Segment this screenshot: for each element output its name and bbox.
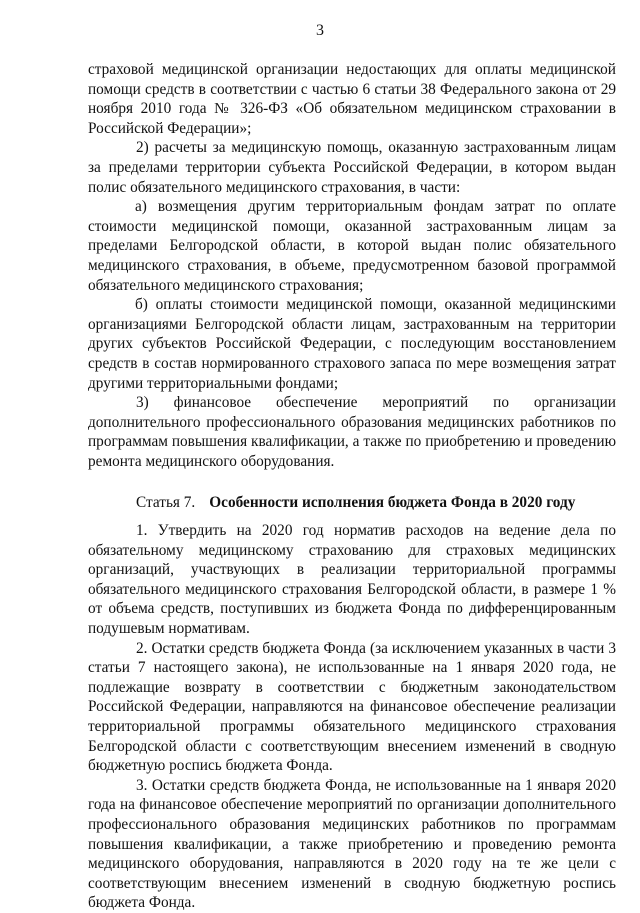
paragraph-article-7-part-2: 2. Остатки средств бюджета Фонда (за исключением указанных в части 3 статьи 7 настоящего закона), не использованные на 1 января 2020 года, не подлежащие возврату в соответствии с бюджетным законодательством Российской Федерации, направляются на финансовое обеспечение реализации территориальной программы обязательного медицинского страхования Белгородской области с соответствующим внесением изменений в сводную бюджетную роспись бюджета Фонда. — [88, 639, 616, 775]
article-7-heading — [88, 493, 616, 513]
article-title: Особенности исполнения бюджета Фонда в 2020 году — [209, 494, 576, 512]
paragraph-item-2a: а) возмещения другим территориальным фондам затрат по оплате стоимости медицинской помощи, оказанной застрахованным лицам за пределами Белгородской области, в которой выдан полис обязательного медицинского страхования, в объеме, предусмотренном базовой программой обязательного медицинского страхования; — [88, 198, 616, 294]
paragraph-item-2: 2) расчеты за медицинскую помощь, оказанную застрахованным лицам за пределами территории субъекта Российской Федерации, в котором выдан полис обязательного медицинского страхования, в части: — [88, 139, 616, 196]
document-body — [88, 60, 616, 913]
article-label: Статья 7. — [136, 494, 196, 512]
page-number: 3 — [316, 22, 324, 39]
paragraph-article-7-part-1: 1. Утвердить на 2020 год норматив расходов на ведение дела по обязательному медицинскому страхованию для страховых медицинских организаций, участвующих в реализации территориальной программы обязательного медицинского страхования Белгородской области, в размере 1 % от объема средств, поступивших из бюджета Фонда по дифференцированным подушевым нормативам. — [88, 522, 616, 638]
paragraph-item-3: 3) финансовое обеспечение мероприятий по организации дополнительного профессионального образования медицинских работников по программам повышения квалификации, а также по приобретению и проведению ремонта медицинского оборудования. — [88, 394, 616, 470]
paragraph-continuation: страховой медицинской организации недостающих для оплаты медицинской помощи средств в соответствии с частью 6 статьи 38 Федерального закона от 29 ноября 2010 года № 326-ФЗ «Об обязательном медицинском страховании в Российской Федерации»; — [88, 61, 616, 137]
paragraph-item-2b: б) оплаты стоимости медицинской помощи, оказанной медицинскими организациями Белгородской области лицам, застрахованным на территории других субъектов Российской Федерации, с последующим восстановлением средств в состав нормированного страхового запаса по мере возмещения затрат другими территориальными фондами; — [88, 296, 616, 392]
paragraph-article-7-part-3: 3. Остатки средств бюджета Фонда, не использованные на 1 января 2020 года на финансовое обеспечение мероприятий по организации дополнительного профессионального образования медицинских работников по программам повышения квалификации, а также приобретению и проведению ремонта медицинского оборудования, направляются в 2020 году на те же цели с соответствующим внесением изменений в сводную бюджетную роспись бюджета Фонда. — [88, 776, 616, 912]
